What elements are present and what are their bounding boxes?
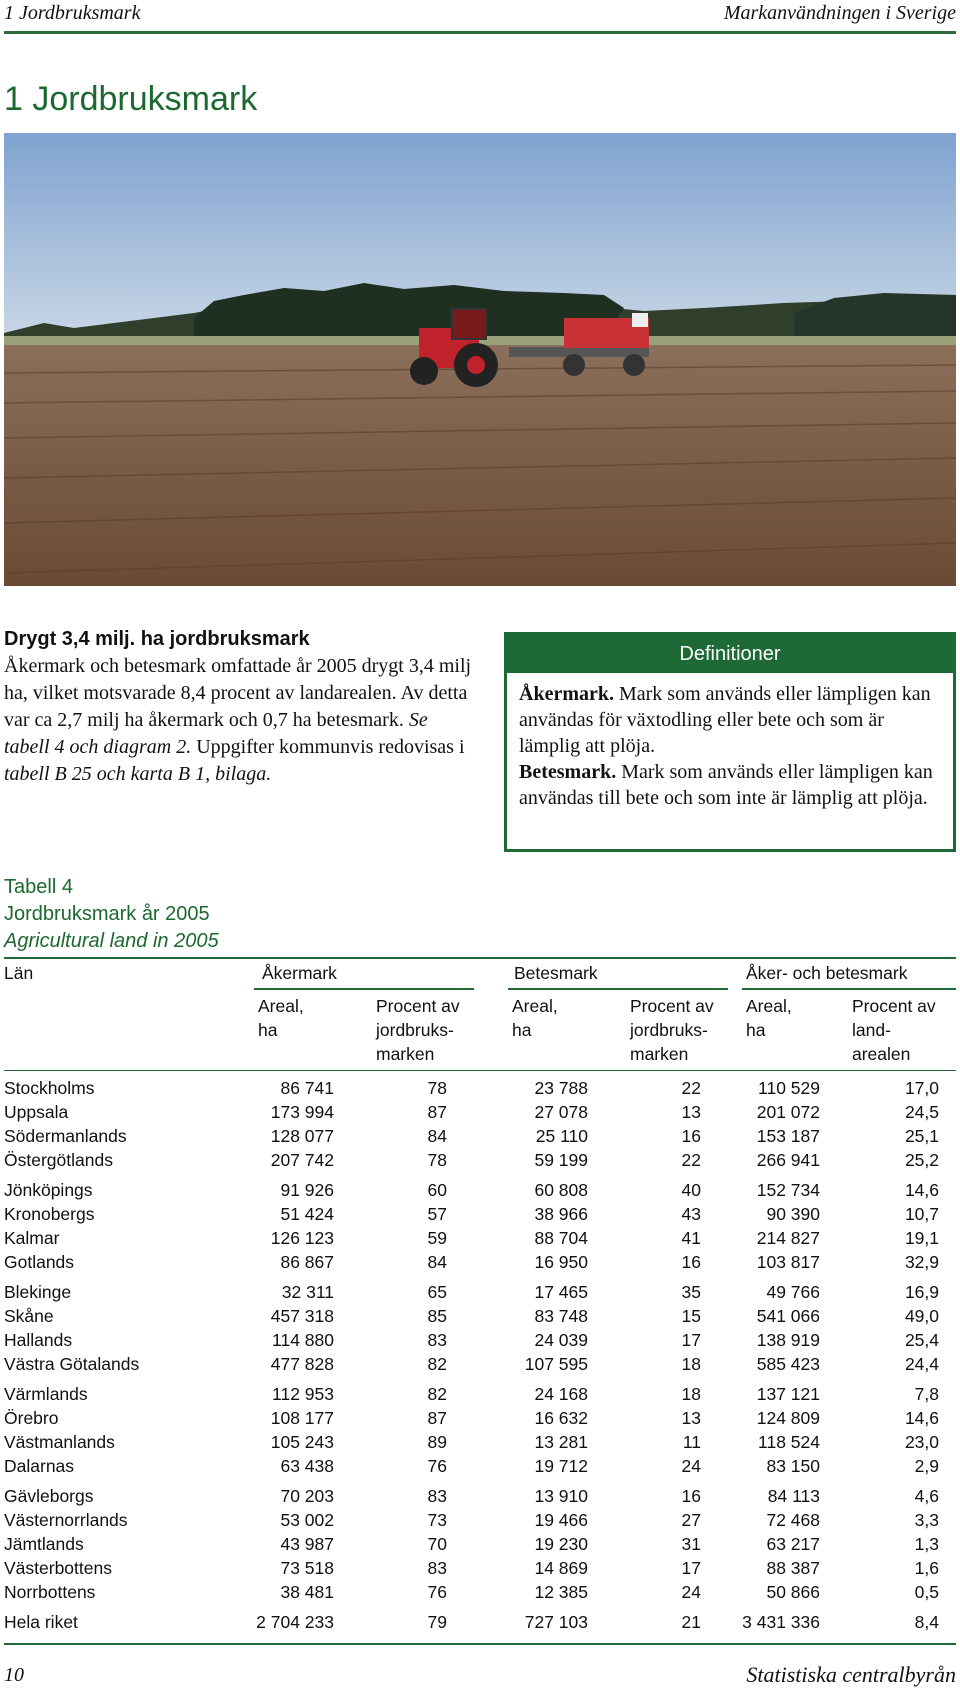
table-cell: 63 438 — [280, 1456, 334, 1476]
county-name: Blekinge — [4, 1282, 72, 1302]
county-name: Stockholms — [4, 1078, 95, 1098]
table-cell: 49,0 — [904, 1306, 939, 1326]
county-name: Örebro — [4, 1408, 59, 1428]
table-row — [4, 1124, 956, 1148]
table-cell: 727 103 — [524, 1612, 588, 1632]
table-cell: 87 — [427, 1408, 447, 1428]
table-cell: 73 — [427, 1510, 447, 1530]
table-cell: 84 113 — [767, 1486, 820, 1506]
table-cell: 105 243 — [270, 1432, 334, 1452]
table-cell: 21 — [681, 1612, 701, 1632]
table-cell: 38 966 — [534, 1204, 588, 1224]
county-name: Norrbottens — [4, 1582, 96, 1602]
table-cell: 51 424 — [280, 1204, 334, 1224]
table-cell: 13 — [681, 1408, 701, 1428]
county-name: Hallands — [4, 1330, 73, 1350]
table-cell: 32,9 — [904, 1252, 939, 1272]
table-cell: 24 — [681, 1456, 701, 1476]
table-row — [4, 1352, 956, 1376]
table-cell: 126 123 — [270, 1228, 334, 1248]
definitions-body — [507, 673, 953, 819]
table-row — [4, 1250, 956, 1274]
table-cell: 13 — [681, 1102, 701, 1122]
table-cell: 107 595 — [524, 1354, 588, 1374]
table-header-rule — [4, 1070, 956, 1071]
subheader-areal-3: Areal, ha — [746, 996, 792, 1040]
table-cell: 76 — [427, 1456, 447, 1476]
table-cell: 16 — [681, 1486, 701, 1506]
table-cell: 27 078 — [534, 1102, 588, 1122]
table-cell: 60 808 — [534, 1180, 588, 1200]
group-rule-3 — [742, 988, 956, 990]
county-name: Södermanlands — [4, 1126, 127, 1146]
table-cell: 114 880 — [272, 1330, 334, 1350]
table-row — [4, 1580, 956, 1604]
table-cell: 128 077 — [270, 1126, 334, 1146]
table-cell: 25,2 — [904, 1150, 939, 1170]
table-cell: 4,6 — [914, 1486, 939, 1506]
county-name: Kalmar — [4, 1228, 60, 1248]
table-cell: 457 318 — [270, 1306, 334, 1326]
table-cell: 152 734 — [756, 1180, 820, 1200]
table-cell: 18 — [681, 1384, 701, 1404]
table-cell: 38 481 — [280, 1582, 334, 1602]
table-cell: 32 311 — [281, 1282, 334, 1302]
table-cell: 173 994 — [270, 1102, 334, 1122]
table-cell: 24 168 — [534, 1384, 588, 1404]
county-name: Hela riket — [4, 1612, 78, 1632]
table-cell: 53 002 — [280, 1510, 334, 1530]
table-row — [4, 1076, 956, 1100]
table-cell: 3 431 336 — [742, 1612, 820, 1632]
table-cell: 88 387 — [766, 1558, 820, 1578]
table-cell: 78 — [427, 1150, 447, 1170]
table-cell: 84 — [427, 1252, 447, 1272]
group-rule-2 — [508, 988, 728, 990]
table-cell: 43 — [681, 1204, 701, 1224]
table-cell: 17 — [681, 1330, 701, 1350]
table-row — [4, 1406, 956, 1430]
definitions-box — [504, 632, 956, 852]
table-cell: 16 632 — [534, 1408, 588, 1428]
table-cell: 3,3 — [914, 1510, 939, 1530]
table-cell: 43 987 — [280, 1534, 334, 1554]
table-cell: 108 177 — [270, 1408, 334, 1428]
table-cell: 19 712 — [534, 1456, 588, 1476]
table-cell: 82 — [427, 1354, 447, 1374]
intro-ref-bilaga: tabell B 25 och karta B 1, bilaga. — [4, 763, 272, 785]
table-cell: 25,1 — [904, 1126, 939, 1146]
county-name: Västernorrlands — [4, 1510, 128, 1530]
table-cell: 12 385 — [534, 1582, 588, 1602]
table-cell: 201 072 — [756, 1102, 820, 1122]
subheader-areal-1: Areal, ha — [258, 996, 304, 1040]
table-cell: 16 — [681, 1252, 701, 1272]
table-title: Jordbruksmark år 2005 — [4, 903, 210, 925]
table-cell: 19 466 — [534, 1510, 588, 1530]
table-row — [4, 1178, 956, 1202]
table-cell: 16 950 — [534, 1252, 588, 1272]
table-cell: 14,6 — [904, 1408, 939, 1428]
publisher: Statistiska centralbyrån — [746, 1662, 956, 1687]
table-cell: 137 121 — [756, 1384, 820, 1404]
table-cell: 11 — [682, 1432, 701, 1452]
definition-text-betesmark: Mark som används eller lämpligen kan användas till bete och som inte är lämplig att plöja. — [519, 761, 933, 809]
table-cell: 63 217 — [766, 1534, 820, 1554]
table-cell: 0,5 — [914, 1582, 939, 1602]
table-cell: 153 187 — [756, 1126, 820, 1146]
tractor-field-image — [4, 133, 956, 586]
table-cell: 83 — [427, 1486, 447, 1506]
table-cell: 83 150 — [766, 1456, 820, 1476]
table-cell: 14 869 — [534, 1558, 588, 1578]
definition-text-akermark: Mark som används eller lämpligen kan användas för växtodling eller bete och som är lämplig att plöja. — [519, 683, 931, 757]
table-top-rule — [4, 957, 956, 959]
table-cell: 10,7 — [904, 1204, 939, 1224]
table-cell: 2 704 233 — [256, 1612, 334, 1632]
county-name: Uppsala — [4, 1102, 69, 1122]
table-cell: 22 — [681, 1078, 701, 1098]
table-cell: 27 — [681, 1510, 701, 1530]
table-cell: 7,8 — [914, 1384, 939, 1404]
table-cell: 14,6 — [904, 1180, 939, 1200]
table-row — [4, 1610, 956, 1634]
table-cell: 83 748 — [534, 1306, 588, 1326]
county-name: Dalarnas — [4, 1456, 75, 1476]
county-name: Gotlands — [4, 1252, 75, 1272]
table-cell: 13 910 — [534, 1486, 588, 1506]
subheader-pct-jb-1: Procent av jordbruks- marken — [376, 996, 460, 1064]
header-left: 1 Jordbruksmark — [4, 2, 141, 24]
county-name: Jönköpings — [4, 1180, 93, 1200]
table-row — [4, 1328, 956, 1352]
table-cell: 585 423 — [756, 1354, 820, 1374]
table-cell: 19 230 — [534, 1534, 588, 1554]
table-cell: 17,0 — [904, 1078, 939, 1098]
table-row — [4, 1484, 956, 1508]
subheader-pct-jb-2: Procent av jordbruks- marken — [630, 996, 714, 1064]
table-label: Tabell 4 — [4, 876, 73, 898]
definition-term-akermark: Åkermark. — [519, 683, 614, 705]
table-cell: 86 741 — [280, 1078, 334, 1098]
table-cell: 25,4 — [904, 1330, 939, 1350]
county-name: Kronobergs — [4, 1204, 95, 1224]
table-cell: 83 — [427, 1330, 447, 1350]
table-cell: 19,1 — [904, 1228, 939, 1248]
table-row — [4, 1556, 956, 1580]
table-cell: 214 827 — [756, 1228, 820, 1248]
intro-section — [4, 626, 474, 788]
subheader-pct-land: Procent av land- arealen — [852, 996, 936, 1064]
table-cell: 72 468 — [766, 1510, 820, 1530]
table-row — [4, 1454, 956, 1478]
group-header-betesmark: Betesmark — [514, 963, 598, 983]
county-name: Värmlands — [4, 1384, 88, 1404]
page-number: 10 — [4, 1664, 24, 1686]
table-cell: 207 742 — [270, 1150, 334, 1170]
table-cell: 59 199 — [534, 1150, 588, 1170]
county-name: Gävleborgs — [4, 1486, 94, 1506]
table-cell: 82 — [427, 1384, 447, 1404]
table-cell: 86 867 — [280, 1252, 334, 1272]
table-cell: 60 — [427, 1180, 447, 1200]
table-cell: 88 704 — [534, 1228, 588, 1248]
county-name: Västmanlands — [4, 1432, 115, 1452]
table-cell: 25 110 — [535, 1126, 588, 1146]
table-title-en: Agricultural land in 2005 — [4, 930, 219, 952]
table-cell: 17 465 — [534, 1282, 588, 1302]
table-cell: 23,0 — [904, 1432, 939, 1452]
table-cell: 8,4 — [914, 1612, 939, 1632]
group-header-akermark: Åkermark — [262, 963, 337, 983]
table-cell: 15 — [681, 1306, 701, 1326]
table-cell: 87 — [427, 1102, 447, 1122]
table-row — [4, 1226, 956, 1250]
table-cell: 541 066 — [756, 1306, 820, 1326]
table-cell: 41 — [681, 1228, 701, 1248]
table-caption — [4, 874, 219, 955]
table-row — [4, 1100, 956, 1124]
table-cell: 78 — [427, 1078, 447, 1098]
table-cell: 59 — [427, 1228, 447, 1248]
table-cell: 40 — [681, 1180, 701, 1200]
table-cell: 118 524 — [758, 1432, 820, 1452]
table-cell: 18 — [681, 1354, 701, 1374]
chapter-title: 1 Jordbruksmark — [4, 80, 258, 118]
county-name: Jämtlands — [4, 1534, 84, 1554]
subheader-areal-2: Areal, ha — [512, 996, 558, 1040]
table-cell: 79 — [427, 1612, 447, 1632]
table-cell: 85 — [427, 1306, 447, 1326]
table-row — [4, 1280, 956, 1304]
table-cell: 2,9 — [914, 1456, 939, 1476]
county-name: Västerbottens — [4, 1558, 112, 1578]
table-cell: 70 203 — [280, 1486, 334, 1506]
group-header-total: Åker- och betesmark — [746, 963, 908, 983]
table-cell: 49 766 — [766, 1282, 820, 1302]
table-cell: 24,5 — [904, 1102, 939, 1122]
table-cell: 23 788 — [534, 1078, 588, 1098]
header-right: Markanvändningen i Sverige — [723, 2, 956, 24]
table-cell: 24 039 — [534, 1330, 588, 1350]
table-row — [4, 1382, 956, 1406]
table-cell: 90 390 — [766, 1204, 820, 1224]
table-cell: 16 — [681, 1126, 701, 1146]
table-cell: 91 926 — [280, 1180, 334, 1200]
county-name: Skåne — [4, 1306, 54, 1326]
county-name: Västra Götalands — [4, 1354, 140, 1374]
table-cell: 31 — [681, 1534, 701, 1554]
table-cell: 65 — [427, 1282, 447, 1302]
table-row — [4, 1148, 956, 1172]
table-cell: 112 953 — [272, 1384, 334, 1404]
table-cell: 124 809 — [756, 1408, 820, 1428]
table-row — [4, 1304, 956, 1328]
table-cell: 17 — [681, 1558, 701, 1578]
table-row — [4, 1430, 956, 1454]
table-bottom-rule — [4, 1643, 956, 1645]
intro-heading: Drygt 3,4 milj. ha jordbruksmark — [4, 628, 310, 650]
table-cell: 138 919 — [756, 1330, 820, 1350]
table-cell: 1,6 — [914, 1558, 939, 1578]
table-cell: 13 281 — [534, 1432, 588, 1452]
table-cell: 50 866 — [766, 1582, 820, 1602]
table-cell: 110 529 — [758, 1078, 820, 1098]
table-cell: 477 828 — [270, 1354, 334, 1374]
table-row — [4, 1508, 956, 1532]
table-cell: 70 — [427, 1534, 447, 1554]
table-cell: 103 817 — [756, 1252, 820, 1272]
table-cell: 1,3 — [914, 1534, 939, 1554]
table-cell: 76 — [427, 1582, 447, 1602]
table-cell: 266 941 — [756, 1150, 820, 1170]
table-cell: 84 — [427, 1126, 447, 1146]
table-cell: 89 — [427, 1432, 447, 1452]
table-cell: 57 — [427, 1204, 447, 1224]
table-cell: 24,4 — [904, 1354, 939, 1374]
table-cell: 83 — [427, 1558, 447, 1578]
col-header-lan: Län — [4, 963, 34, 983]
definition-term-betesmark: Betesmark. — [519, 761, 617, 783]
intro-paragraph: Åkermark och betesmark omfattade år 2005 drygt 3,4 milj ha, vilket motsvarade 8,4 procent av landarealen. Av detta var ca 2,7 milj ha åkermark och 0,7 ha betesmark. Se tabell 4 och diagram 2. Uppgifter kommunvis redovisas i tabell B 25 och karta B 1, bilaga. — [4, 655, 472, 785]
table-cell: 35 — [681, 1282, 701, 1302]
intro-ref-table: Se tabell 4 och diagram 2. — [4, 709, 428, 758]
county-name: Östergötlands — [4, 1150, 113, 1170]
table-cell: 16,9 — [904, 1282, 939, 1302]
table-cell: 24 — [681, 1582, 701, 1602]
definitions-title: Definitioner — [507, 635, 953, 673]
table-cell: 22 — [681, 1150, 701, 1170]
table-row — [4, 1202, 956, 1226]
table-cell: 73 518 — [280, 1558, 334, 1578]
table-row — [4, 1532, 956, 1556]
group-rule-1 — [254, 988, 474, 990]
header-rule — [4, 31, 956, 34]
field-photo — [4, 133, 956, 586]
